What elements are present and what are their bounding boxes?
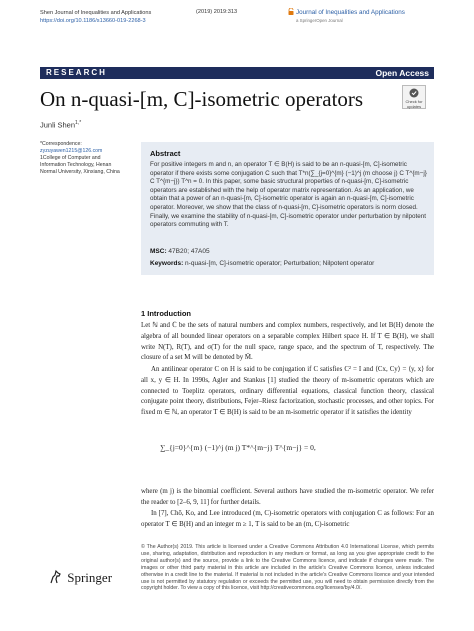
article-type-label: RESEARCH xyxy=(46,68,107,77)
msc-line xyxy=(150,248,210,255)
crossmark-label: Check for updates xyxy=(405,99,423,109)
article-title: On n-quasi-[m, C]-isometric operators xyxy=(40,87,364,111)
keywords-line xyxy=(150,260,374,267)
abstract-heading: Abstract xyxy=(150,149,181,158)
license-footer: © The Author(s) 2019. This article is licensed under a Creative Commons Attribution 4.0 International License, which permits use, sharing, adaptation, distribution and reproduction in any medium or format, as long as you give appropriate credit to the original author(s) and the source, provide a link to the Creative Commons licence, and indicate if changes were made. The images or other third party material in this article are included in the article's Creative Commons licence, unless indicated otherwise in a credit line to the material. If material is not included in the article's Creative Commons licence and your intended use is not permitted by statutory regulation or exceeds the permitted use, you will need to obtain permission directly from the copyright holder. To view a copy of this licence, visit http://creativecommons.org/licenses/by/4.0/. xyxy=(141,544,434,592)
author-name: Junli Shen xyxy=(40,120,76,130)
paragraph: An antilinear operator C on H is said to be conjugation if C satisfies C² = I and ⟨Cx, Cy⟩ = ⟨y, x⟩ for all x, y ∈ H. In 1990s, Agler and Stankus [1] studied the theory of m-isometric operators which are connected to Toeplitz operators, ordinary differential equations, classical function theory, classical conjugate point theory, distributions, Fejer–Riesz factorization, stochastic processes, and other topics. For fixed m ∈ ℕ, an operator T ∈ B(H) is said to be an m-isometric operator if it satisfies the identity xyxy=(141,366,434,417)
affiliation-line: Normal University, Xinxiang, China xyxy=(40,169,120,175)
open-access-lock-icon xyxy=(288,8,294,15)
brand-sub: a SpringerOpen Journal xyxy=(296,18,343,23)
author-marks: 1,* xyxy=(75,120,82,126)
springer-horse-icon xyxy=(48,569,64,585)
abstract-text: For positive integers m and n, an operator T ∈ B(H) is said to be an n-quasi-[m, C]-isometric operator if there exists some conjugation C such that T*n(∑_{j=0}^{m} (−1)^j (m choose j) C T^{m−j} C T^{m−j}) T^n = 0. In this paper, some basic structural properties of n-quasi-[m, C]-isometric operators are established with the help of operator matrix representation. As an application, we obtain that a power of an n-quasi-[m, C]-isometric operator is again an n-quasi-[m, C]-isometric operator. Moreover, we show that the class of n-quasi-[m, C]-isometric operators is norm closed. Finally, we examine the stability of n-quasi-[m, C]-isometric operator under perturbation by nilpotent operators commuting with T. xyxy=(150,161,427,229)
year-id: (2019) 2019:313 xyxy=(196,9,238,15)
crossmark-icon xyxy=(409,88,419,98)
section-heading: 1 Introduction xyxy=(141,309,191,318)
keywords-label: Keywords: xyxy=(150,260,184,267)
crossmark-badge[interactable] xyxy=(402,85,426,109)
correspondence-label: *Correspondence: xyxy=(40,141,82,147)
doi-link[interactable]: https://doi.org/10.1186/s13660-019-2268-3 xyxy=(40,18,146,24)
paragraph: In [7], Chō, Ko, and Lee introduced (m, C)-isometric operators with conjugation C as follows: For an operator T ∈ B(H) and an integer m ≥ 1, T is said to be an (m, C)-isometric xyxy=(141,510,434,528)
paragraph: Let ℕ and ℂ be the sets of natural numbers and complex numbers, respectively, and let B(H) denote the algebra of all bounded linear operators on a separable complex Hilbert space H. If T ∈ B(H), we shall write N(T), R(T), and σ(T) for the null space, range space, and the spectrum of T, respectively. The closure of a set M will be denoted by M̄. xyxy=(141,322,434,362)
publisher-name: Springer xyxy=(67,570,113,585)
abstract-box xyxy=(141,142,434,275)
msc-label: MSC: xyxy=(150,248,167,255)
affiliation-line: 1College of Computer and xyxy=(40,155,101,161)
msc-codes: 47B20; 47A05 xyxy=(168,248,210,255)
publisher-logo xyxy=(48,569,112,586)
equation: ∑_{j=0}^{m} (−1)^j (m j) T*^{m−j} T^{m−j} = 0, xyxy=(160,443,316,452)
open-access-label: Open Access xyxy=(375,68,429,78)
journal-brand-name: Journal of Inequalities and Applications xyxy=(296,9,405,16)
journal-line: Shen Journal of Inequalities and Applications xyxy=(40,10,152,16)
affiliation-line: Information Technology, Henan xyxy=(40,162,112,168)
article-type-banner xyxy=(40,67,434,79)
correspondence-email[interactable]: zyzuyawen1215@126.com xyxy=(40,148,103,154)
affiliation-block xyxy=(40,141,136,176)
author-line xyxy=(40,120,81,130)
paragraph: where (m j) is the binomial coefficient. Several authors have studied the m-isometric operator. We refer the reader to [2–6, 9, 11] for further details. xyxy=(141,488,434,506)
journal-brand[interactable] xyxy=(288,8,405,25)
keywords-text: n-quasi-[m, C]-isometric operator; Perturbation; Nilpotent operator xyxy=(185,260,375,267)
running-header xyxy=(40,9,151,25)
